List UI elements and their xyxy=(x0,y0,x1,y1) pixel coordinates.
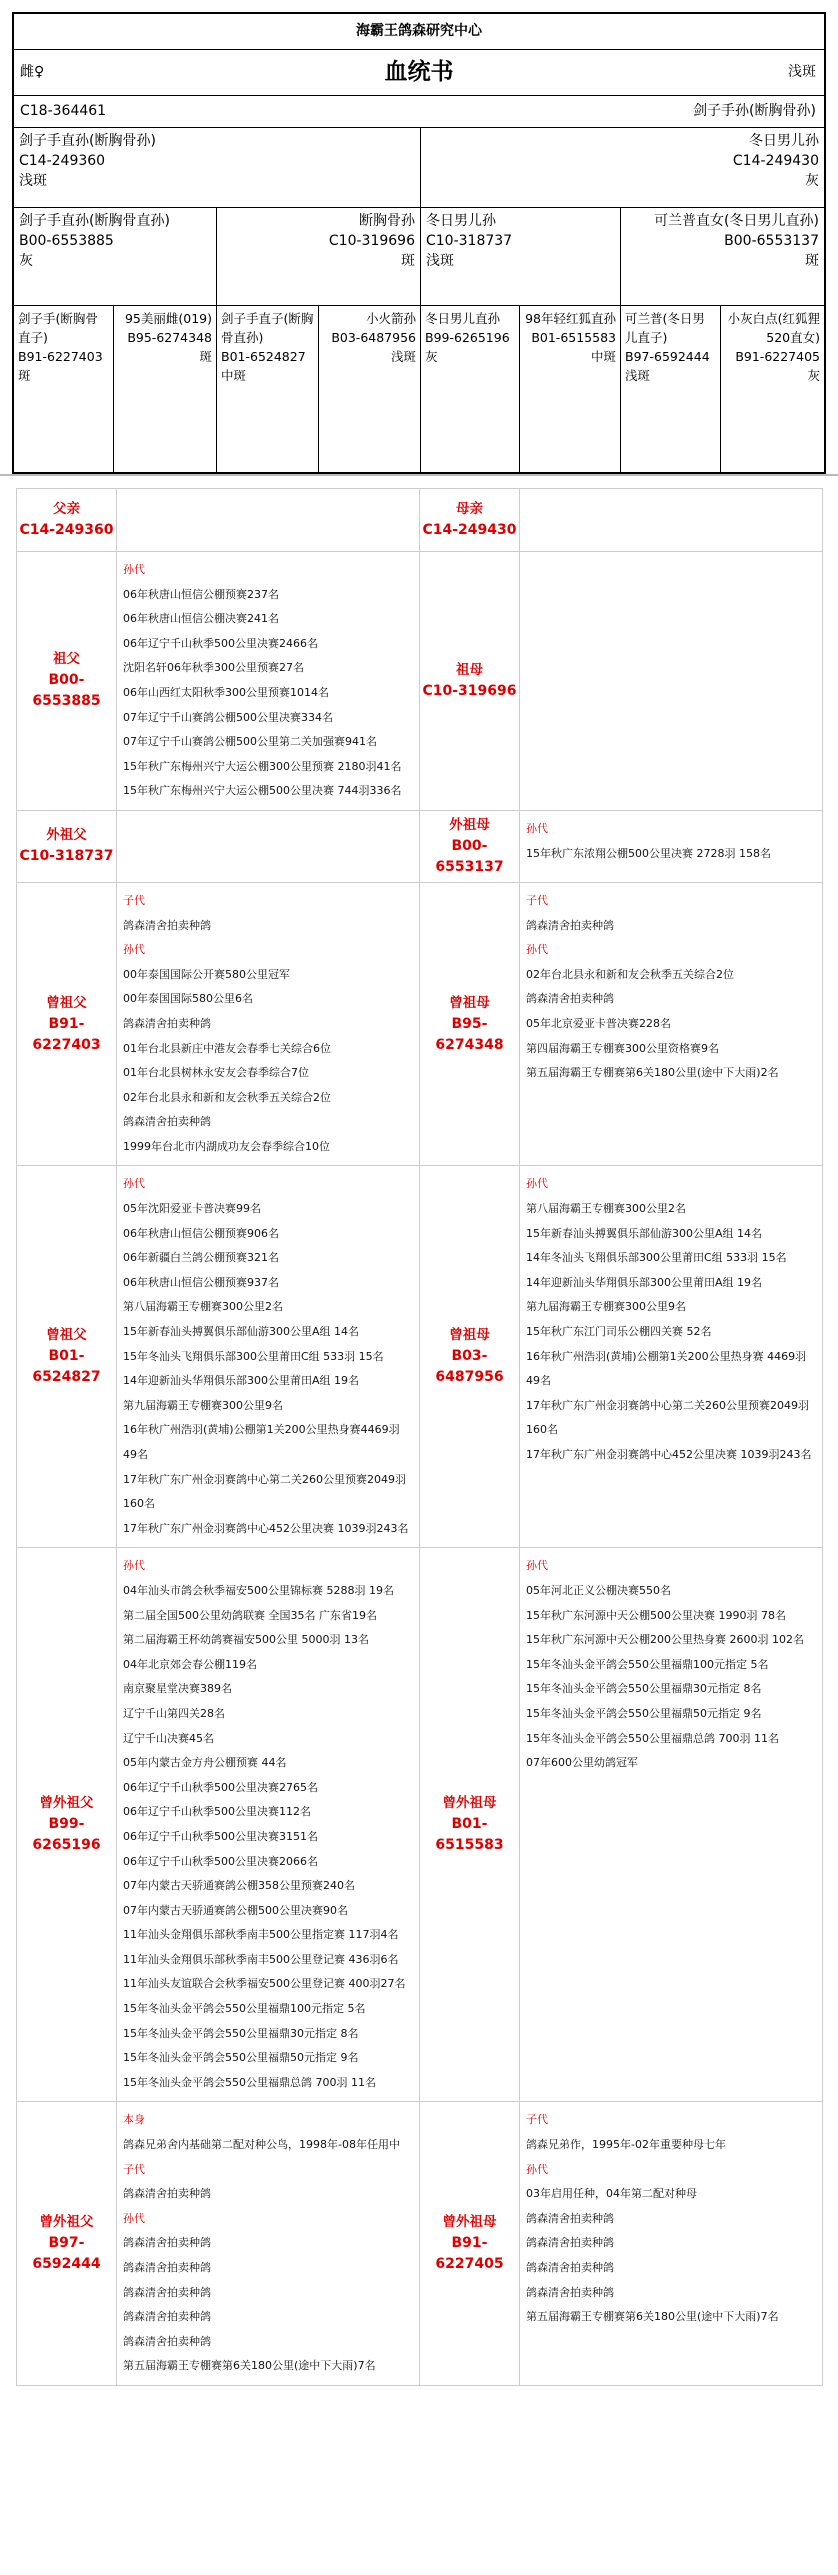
race-results-table xyxy=(16,488,823,2386)
grandparent-ring: C10-319696 xyxy=(328,233,415,249)
race-result: 第五届海霸王专棚赛第6关180公里(途中下大雨)7名 xyxy=(123,2359,376,2373)
ancestor-label xyxy=(420,1166,520,1548)
race-record-cell xyxy=(520,1166,823,1548)
race-result: 第二届全国500公里幼鸽联赛 全国35名 广东省19名 xyxy=(123,1608,377,1622)
ancestor-ring: B01-6524827 xyxy=(32,1348,101,1386)
race-result: 07年内蒙古天骄通赛鸽公棚500公里决赛90名 xyxy=(123,1903,348,1917)
race-result: 02年台北县永和新和友会秋季五关综合2位 xyxy=(123,1090,331,1104)
record-row xyxy=(17,882,823,1166)
race-record-cell xyxy=(117,810,420,882)
grandparent-name: 可兰普直女(冬日男儿直孙) xyxy=(654,213,819,229)
ancestor-color: 中斑 xyxy=(590,349,616,364)
race-record-cell xyxy=(117,489,420,552)
ancestor-color: 斑 xyxy=(18,368,31,383)
dam-ring: C14-249430 xyxy=(732,153,819,169)
grandparent-color: 斑 xyxy=(805,253,819,269)
great-grandparent-cell xyxy=(319,306,421,474)
race-result: 04年汕头市鸽会秋季福安500公里锦标赛 5288羽 19名 xyxy=(123,1583,394,1597)
race-result: 15年秋广东梅州兴宁大运公棚300公里预赛 2180羽41名 xyxy=(123,759,402,773)
race-result: 14年冬汕头飞翔俱乐部300公里莆田C组 533羽 15名 xyxy=(526,1251,787,1265)
title-row xyxy=(14,50,824,96)
ancestor-ring: B91-6227403 xyxy=(18,349,103,364)
center-header xyxy=(14,14,824,50)
certificate-title: 血统书 xyxy=(384,59,454,85)
ancestor-role: 曾外祖母 xyxy=(442,2214,497,2231)
race-result: 鸽森清舍拍卖种鸽 xyxy=(123,1016,211,1030)
ancestor-ring: B01-6524827 xyxy=(221,349,306,364)
ancestor-label xyxy=(17,882,117,1166)
ancestor-role: 曾祖母 xyxy=(449,1327,490,1344)
race-result: 01年台北县新庄中港友会春季七关综合6位 xyxy=(123,1041,331,1055)
dam-cell xyxy=(421,128,824,207)
ancestor-role: 曾外祖母 xyxy=(442,1795,497,1812)
race-result: 鸽森清舍拍卖种鸽 xyxy=(526,2285,614,2299)
race-result: 17年秋广东广州金羽赛鸽中心452公里决赛 1039羽243名 xyxy=(526,1448,812,1461)
race-results-body xyxy=(17,489,823,2386)
race-result: 15年新春汕头搏翼俱乐部仙游300公里A组 14名 xyxy=(526,1226,763,1240)
great-grandparent-cell xyxy=(217,306,319,474)
grandparent-ring: C10-318737 xyxy=(426,233,513,249)
ancestor-name: 98年轻红狐直孙 xyxy=(525,311,616,326)
race-result: 1999年台北市内湖成功友会春季综合10位 xyxy=(123,1139,330,1153)
race-result: 06年辽宁千山秋季500公里决赛2066名 xyxy=(123,1854,318,1868)
race-result: 鸽森清舍拍卖种鸽 xyxy=(123,2187,211,2201)
race-result: 06年辽宁千山秋季500公里决赛112名 xyxy=(123,1805,311,1819)
race-result: 15年冬汕头金平鸽会550公里福鼎100元指定 5名 xyxy=(123,2002,366,2016)
ancestor-label xyxy=(420,810,520,882)
record-row xyxy=(17,489,823,552)
race-result: 07年600公里幼鸽冠军 xyxy=(526,1756,638,1770)
ancestor-ring: B91-6227403 xyxy=(32,1015,101,1053)
race-result: 07年内蒙古天骄通赛鸽公棚358公里预赛240名 xyxy=(123,1879,355,1893)
ancestor-color: 浅斑 xyxy=(625,368,651,383)
center-name: 海霸王鸽森研究中心 xyxy=(356,23,482,39)
race-result: 17年秋广东广州金羽赛鸽中心452公里决赛 1039羽243名 xyxy=(123,1521,409,1535)
race-result: 第九届海霸王专棚赛300公里9名 xyxy=(123,1398,283,1412)
race-result: 15年新春汕头搏翼俱乐部仙游300公里A组 14名 xyxy=(123,1325,360,1339)
race-result: 06年新疆白兰鸽公棚预赛321名 xyxy=(123,1251,279,1265)
race-result: 06年辽宁千山秋季500公里决赛3151名 xyxy=(123,1829,318,1843)
subject-ring: C18-364461 xyxy=(20,103,107,119)
race-result: 14年迎新汕头华翔俱乐部300公里莆田A组 19名 xyxy=(123,1374,360,1388)
ancestor-label xyxy=(17,552,117,811)
race-result: 鸽森清舍拍卖种鸽 xyxy=(526,992,614,1006)
race-record-cell xyxy=(520,882,823,1166)
ancestor-name: 剑子手直子(断胸骨直孙) xyxy=(221,311,314,345)
great-grandparent-cell xyxy=(421,306,520,474)
race-record-cell xyxy=(520,2102,823,2386)
race-result: 06年秋唐山恒信公棚预赛906名 xyxy=(123,1226,279,1240)
ancestor-ring: B91-6227405 xyxy=(735,349,820,364)
race-result: 沈阳名轩06年秋季300公里预赛27名 xyxy=(123,661,304,675)
section-title: 孙代 xyxy=(123,943,145,957)
race-result: 07年辽宁千山赛鸽公棚500公里第二关加强赛941名 xyxy=(123,735,377,749)
sex-label: 雌♀ xyxy=(20,64,45,80)
race-result: 第五届海霸王专棚赛第6关180公里(途中下大雨)7名 xyxy=(526,2310,779,2324)
ancestor-ring: C10-318737 xyxy=(19,848,114,865)
race-result: 05年北京爱亚卡普决赛228名 xyxy=(526,1016,671,1030)
ancestor-role: 曾祖父 xyxy=(46,1327,87,1344)
section-title: 子代 xyxy=(526,893,548,907)
section-title: 孙代 xyxy=(123,2211,145,2225)
great-grandparent-cell xyxy=(520,306,621,474)
ancestor-label xyxy=(17,489,117,552)
ancestor-label xyxy=(17,1166,117,1548)
ancestor-ring: C14-249360 xyxy=(19,522,114,538)
race-result: 17年秋广东广州金羽赛鸽中心第二关260公里预赛2049羽 160名 xyxy=(526,1398,809,1437)
race-result: 15年冬汕头金平鸽会550公里福鼎总鸽 700羽 11名 xyxy=(526,1731,779,1745)
race-result: 鸽森兄弟作，1995年-02年重要种母七年 xyxy=(526,2138,726,2152)
race-result: 11年汕头金翔俱乐部秋季南丰500公里登记赛 436羽6名 xyxy=(123,1952,399,1966)
ancestor-name: 剑子手(断胸骨直子) xyxy=(18,311,98,345)
ancestor-name: 小灰白点(红狐狸520直女) xyxy=(727,311,820,345)
section-title: 孙代 xyxy=(526,821,548,835)
record-row xyxy=(17,810,823,882)
ancestor-label xyxy=(420,1548,520,2102)
race-result: 16年秋广州浩羽(黄埔)公棚第1关200公里热身赛 4469羽 49名 xyxy=(526,1349,807,1388)
section-title: 孙代 xyxy=(526,1559,548,1573)
grandparent-color: 浅斑 xyxy=(426,253,454,269)
race-record-cell xyxy=(520,810,823,882)
race-result: 15年秋广东河源中天公棚200公里热身赛 2600羽 102名 xyxy=(526,1633,804,1647)
ancestor-ring: B97-6592444 xyxy=(32,2235,101,2273)
grandparent-cell xyxy=(14,208,217,305)
race-result: 鸽森清舍拍卖种鸽 xyxy=(526,2261,614,2274)
subject-strain: 剑子手孙(断胸骨孙) xyxy=(693,103,816,119)
ancestor-ring: B97-6592444 xyxy=(625,349,710,364)
ancestor-name: 小火箭孙 xyxy=(365,311,416,326)
ancestor-name: 95美丽雌(019) xyxy=(124,311,212,326)
race-result: 第五届海霸王专棚赛第6关180公里(途中下大雨)2名 xyxy=(526,1066,779,1080)
ancestor-role: 母亲 xyxy=(456,501,483,517)
section-title: 本身 xyxy=(123,2113,145,2127)
race-result: 06年秋唐山恒信公棚预赛937名 xyxy=(123,1275,279,1289)
race-result: 鸽森清舍拍卖种鸽 xyxy=(123,2334,211,2348)
race-result: 南京聚星堂决赛389名 xyxy=(123,1682,232,1696)
race-result: 04年北京郊会春公棚119名 xyxy=(123,1657,257,1671)
section-title: 孙代 xyxy=(123,563,145,576)
grandparent-name: 冬日男儿孙 xyxy=(426,213,496,229)
ancestor-role: 曾祖母 xyxy=(449,994,490,1011)
race-result: 第八届海霸王专棚赛300公里2名 xyxy=(123,1300,283,1314)
race-result: 05年沈阳爱亚卡普决赛99名 xyxy=(123,1202,261,1216)
ancestor-ring: B95-6274348 xyxy=(127,330,212,345)
race-result: 11年汕头友谊联合会秋季福安500公里登记赛 400羽27名 xyxy=(123,1977,406,1991)
ancestor-role: 曾外祖父 xyxy=(39,1795,94,1812)
ancestor-ring: B99-6265196 xyxy=(32,1816,101,1854)
record-row xyxy=(17,1166,823,1548)
dam-color: 灰 xyxy=(805,173,819,189)
race-result: 鸽森清舍拍卖种鸽 xyxy=(123,1115,211,1129)
race-result: 07年辽宁千山赛鸽公棚500公里决赛334名 xyxy=(123,710,333,724)
ancestor-role: 曾外祖父 xyxy=(39,2214,94,2231)
race-result: 鸽森清舍拍卖种鸽 xyxy=(526,2236,614,2250)
ancestor-ring: B99-6265196 xyxy=(425,330,510,345)
grandparent-ring: B00-6553137 xyxy=(724,233,819,249)
ancestor-color: 灰 xyxy=(425,349,438,364)
race-result: 14年迎新汕头华翔俱乐部300公里莆田A组 19名 xyxy=(526,1275,763,1289)
race-record-cell xyxy=(520,552,823,811)
grandparent-name: 断胸骨孙 xyxy=(359,213,415,229)
dam-name: 冬日男儿孙 xyxy=(749,133,819,149)
ancestor-role: 父亲 xyxy=(53,501,80,517)
ancestor-ring: B00-6553885 xyxy=(32,672,101,710)
race-result: 06年秋唐山恒信公棚决赛241名 xyxy=(123,612,279,626)
race-result: 15年秋广东河源中天公棚500公里决赛 1990羽 78名 xyxy=(526,1608,786,1622)
record-row xyxy=(17,552,823,811)
race-record-cell xyxy=(117,1548,420,2102)
ancestor-role: 外祖母 xyxy=(449,816,490,833)
sire-name: 剑子手直孙(断胸骨孙) xyxy=(19,133,156,149)
race-result: 02年台北县永和新和友会秋季五关综合2位 xyxy=(526,967,734,981)
ancestor-name: 可兰普(冬日男儿直子) xyxy=(625,311,705,345)
ancestor-label xyxy=(17,810,117,882)
ancestor-ring: B91-6227405 xyxy=(435,2235,504,2273)
record-row xyxy=(17,1548,823,2102)
ancestor-color: 斑 xyxy=(199,349,212,364)
race-result: 第八届海霸王专棚赛300公里2名 xyxy=(526,1202,686,1216)
ancestor-role: 祖母 xyxy=(456,661,483,678)
race-result: 00年泰国国际公开赛580公里冠军 xyxy=(123,967,290,981)
race-result: 第四届海霸王专棚赛300公里资格赛9名 xyxy=(526,1041,719,1055)
section-title: 孙代 xyxy=(123,1177,145,1191)
ancestor-label xyxy=(420,882,520,1166)
grandparent-name: 剑子手直孙(断胸骨直孙) xyxy=(19,213,170,229)
race-record-cell xyxy=(117,882,420,1166)
ancestor-ring: B00-6553137 xyxy=(435,837,504,875)
ancestor-color: 中斑 xyxy=(221,368,247,383)
eye-color: 浅斑 xyxy=(788,64,816,80)
race-record-cell xyxy=(520,1548,823,2102)
sire-cell xyxy=(14,128,421,207)
race-result: 15年冬汕头金平鸽会550公里福鼎50元指定 9名 xyxy=(526,1706,762,1720)
race-result: 15年秋广东梅州兴宁大运公棚500公里决赛 744羽336名 xyxy=(123,784,402,798)
race-result: 鸽森清舍拍卖种鸽 xyxy=(123,918,211,932)
ancestor-ring: B03-6487956 xyxy=(435,1348,504,1386)
ancestor-ring: B01-6515583 xyxy=(531,330,616,345)
grandparent-cell xyxy=(621,208,824,305)
race-result: 第二届海霸王杯幼鸽赛福安500公里 5000羽 13名 xyxy=(123,1633,369,1647)
ancestor-role: 曾祖父 xyxy=(46,994,87,1011)
great-grandparent-cell xyxy=(621,306,721,474)
ancestor-role: 外祖父 xyxy=(46,827,87,844)
ancestor-ring: B95-6274348 xyxy=(435,1015,504,1053)
race-result: 15年冬汕头金平鸽会550公里福鼎100元指定 5名 xyxy=(526,1657,769,1671)
great-grandparent-cell xyxy=(14,306,114,474)
pedigree-certificate xyxy=(12,12,826,474)
race-result: 鸽森清舍拍卖种鸽 xyxy=(526,2211,614,2225)
ancestor-label xyxy=(420,552,520,811)
race-result: 05年河北正义公棚决赛550名 xyxy=(526,1583,671,1597)
ancestor-label xyxy=(17,2102,117,2386)
great-grandparent-cell xyxy=(721,306,824,474)
race-result: 15年冬汕头金平鸽会550公里福鼎30元指定 8名 xyxy=(526,1682,762,1696)
race-result: 06年山西红太阳秋季300公里预赛1014名 xyxy=(123,685,329,699)
race-record-cell xyxy=(520,489,823,552)
great-grandparent-cell xyxy=(114,306,217,474)
race-record-cell xyxy=(117,2102,420,2386)
race-result: 16年秋广州浩羽(黄埔)公棚第1关200公里热身赛4469羽 49名 xyxy=(123,1423,400,1461)
race-result: 05年内蒙古金方舟公棚预赛 44名 xyxy=(123,1756,287,1770)
race-result: 15年冬汕头金平鸽会550公里福鼎50元指定 9名 xyxy=(123,2051,359,2065)
ancestor-label xyxy=(420,489,520,552)
race-result: 00年泰国国际580公里6名 xyxy=(123,992,253,1006)
race-result: 17年秋广东广州金羽赛鸽中心第二关260公里预赛2049羽 160名 xyxy=(123,1472,406,1511)
race-result: 第九届海霸王专棚赛300公里9名 xyxy=(526,1300,686,1314)
grandparent-ring: B00-6553885 xyxy=(19,233,114,249)
ancestor-ring: C10-319696 xyxy=(422,682,517,699)
ancestor-ring: B03-6487956 xyxy=(331,330,416,345)
section-title: 孙代 xyxy=(526,1177,548,1191)
race-result: 鸽森清舍拍卖种鸽 xyxy=(123,2310,211,2324)
race-result: 15年冬汕头金平鸽会550公里福鼎30元指定 8名 xyxy=(123,2026,359,2040)
section-title: 子代 xyxy=(123,893,145,907)
race-result: 06年辽宁千山秋季500公里决赛2466名 xyxy=(123,636,318,650)
grandparent-cell xyxy=(421,208,621,305)
race-result: 鸽森清舍拍卖种鸽 xyxy=(526,918,614,932)
grandparents-row xyxy=(14,208,824,306)
section-title: 子代 xyxy=(526,2113,548,2127)
race-result: 06年辽宁千山秋季500公里决赛2765名 xyxy=(123,1780,318,1794)
race-result: 03年启用任种，04年第二配对种母 xyxy=(526,2187,697,2201)
grandparent-color: 斑 xyxy=(401,253,415,269)
parents-row xyxy=(14,128,824,208)
race-result: 11年汕头金翔俱乐部秋季南丰500公里指定赛 117羽4名 xyxy=(123,1928,399,1942)
ancestor-ring: C14-249430 xyxy=(422,522,517,538)
race-result: 01年台北县树林永安友会春季综合7位 xyxy=(123,1066,309,1080)
race-result: 15年冬汕头金平鸽会550公里福鼎总鸽 700羽 11名 xyxy=(123,2075,376,2089)
grandparent-cell xyxy=(217,208,421,305)
record-row xyxy=(17,2102,823,2386)
race-result: 鸽森清舍拍卖种鸽 xyxy=(123,2261,211,2274)
race-result: 15年秋广东江门司乐公棚四关赛 52名 xyxy=(526,1325,712,1339)
section-title: 子代 xyxy=(123,2162,145,2176)
ancestor-label xyxy=(17,1548,117,2102)
great-grandparents-row xyxy=(14,306,824,474)
ancestor-role: 祖父 xyxy=(53,651,80,668)
race-result: 辽宁千山决赛45名 xyxy=(123,1731,214,1745)
ancestor-color: 浅斑 xyxy=(390,349,416,364)
ancestor-ring: B01-6515583 xyxy=(435,1816,504,1854)
race-result: 辽宁千山第四关28名 xyxy=(123,1706,225,1720)
ancestor-color: 灰 xyxy=(807,368,820,383)
section-divider xyxy=(0,474,838,476)
race-result: 鸽森清舍拍卖种鸽 xyxy=(123,2236,211,2250)
section-title: 孙代 xyxy=(123,1559,145,1573)
section-title: 孙代 xyxy=(526,943,548,957)
sire-ring: C14-249360 xyxy=(19,153,106,169)
grandparent-color: 灰 xyxy=(19,253,33,269)
section-title: 孙代 xyxy=(526,2162,548,2176)
race-result: 15年冬汕头飞翔俱乐部300公里莆田C组 533羽 15名 xyxy=(123,1349,384,1363)
race-result: 06年秋唐山恒信公棚预赛237名 xyxy=(123,587,279,601)
race-record-cell xyxy=(117,552,420,811)
race-result: 鸽森兄弟舍内基础第二配对种公鸟，1998年-08年任用中 xyxy=(123,2138,400,2152)
ancestor-name: 冬日男儿直孙 xyxy=(425,311,501,326)
race-result: 鸽森清舍拍卖种鸽 xyxy=(123,2285,211,2299)
ring-row xyxy=(14,96,824,128)
race-result: 15年秋广东浓翔公棚500公里决赛 2728羽 158名 xyxy=(526,846,771,860)
race-record-cell xyxy=(117,1166,420,1548)
ancestor-label xyxy=(420,2102,520,2386)
sire-color: 浅斑 xyxy=(19,173,47,189)
